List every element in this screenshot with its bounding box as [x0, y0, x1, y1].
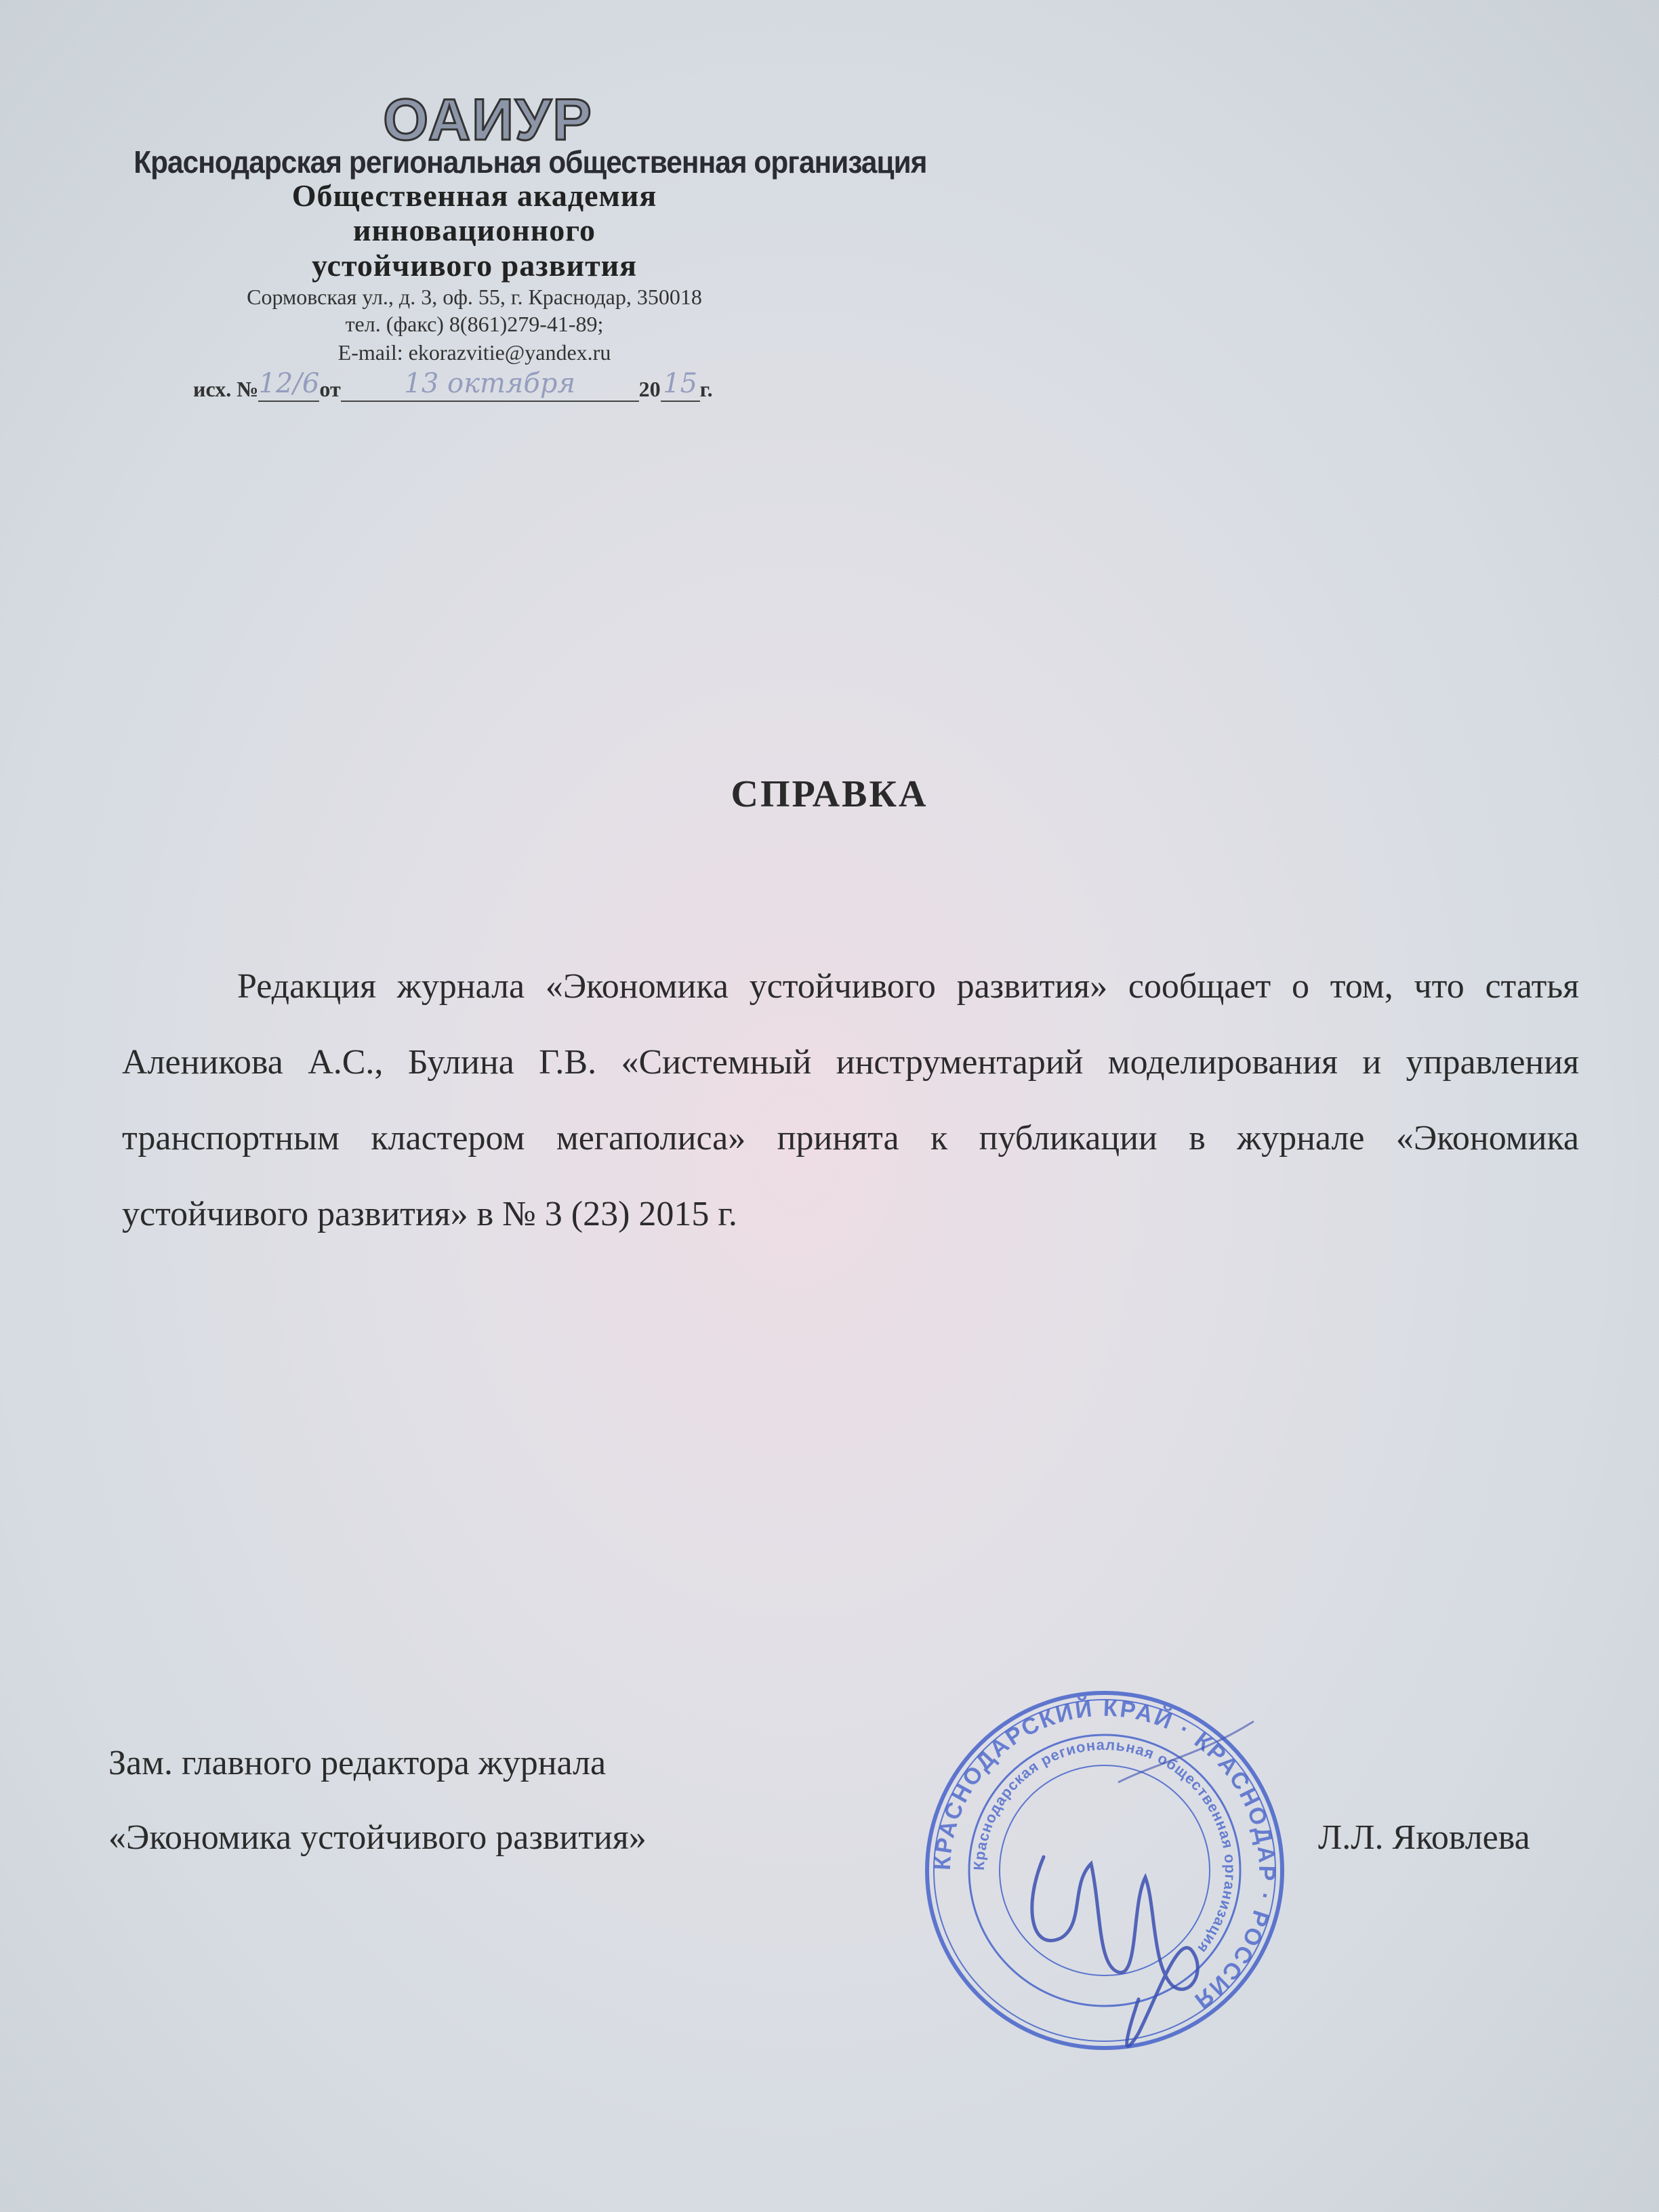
logo-text: ОАИУР: [383, 89, 593, 148]
org-name-line3: устойчивого развития: [311, 248, 638, 283]
org-email: E-mail: ekorazvitie@yandex.ru: [337, 340, 611, 365]
org-phone: тел. (факс) 8(861)279-41-89;: [345, 312, 604, 336]
svg-text:Краснодарская региональная общ: [970, 1736, 1239, 1957]
signer-position-line1: Зам. главного редактора журнала: [108, 1744, 607, 1782]
ref-number: 12/6: [258, 368, 320, 399]
ref-year-field: [661, 368, 700, 402]
document-title: СПРАВКА: [731, 773, 928, 815]
organization-logo: [352, 89, 623, 148]
signer-name: Л.Л. Яковлева: [1318, 1818, 1530, 1857]
org-address: Сормовская ул., д. 3, оф. 55, г. Краснодар, 350018: [247, 285, 702, 309]
ref-year-suffix: г.: [699, 377, 713, 401]
handwritten-signature: [1032, 1857, 1197, 2046]
ref-date: 13 октября: [404, 368, 575, 399]
org-name-line1: Общественная академия: [291, 178, 657, 213]
ref-prefix: исх. №: [193, 377, 259, 401]
ref-from-label: от: [319, 377, 341, 401]
outgoing-reference: [193, 368, 713, 402]
ref-number-field: [258, 368, 320, 402]
signer-position-line2: «Экономика устойчивого развития»: [108, 1818, 647, 1857]
org-name-line2: инновационного: [353, 213, 596, 247]
ref-date-field: [341, 368, 639, 402]
org-type: Краснодарская региональная общественная организация: [134, 144, 927, 180]
official-stamp: [915, 1681, 1294, 2060]
document-body: Редакция журнала «Экономика устойчивого развития» сообщает о том, что статья Аленикова А.С., Булина Г.В. «Системный инструментарий моделирования и управления транспортным кластером мегаполиса» принята к публикации в журнале «Экономика устойчивого развития» в № 3 (23) 2015 г.: [122, 967, 1579, 1233]
ref-year: 15: [663, 368, 698, 399]
ref-year-prefix: 20: [638, 377, 661, 401]
stamp-inner-text: Краснодарская региональная общественная организация: [970, 1736, 1240, 1957]
stamp-outer-text: КРАСНОДАРСКИЙ КРАЙ · КРАСНОДАР · РОССИЯ: [929, 1695, 1280, 2015]
